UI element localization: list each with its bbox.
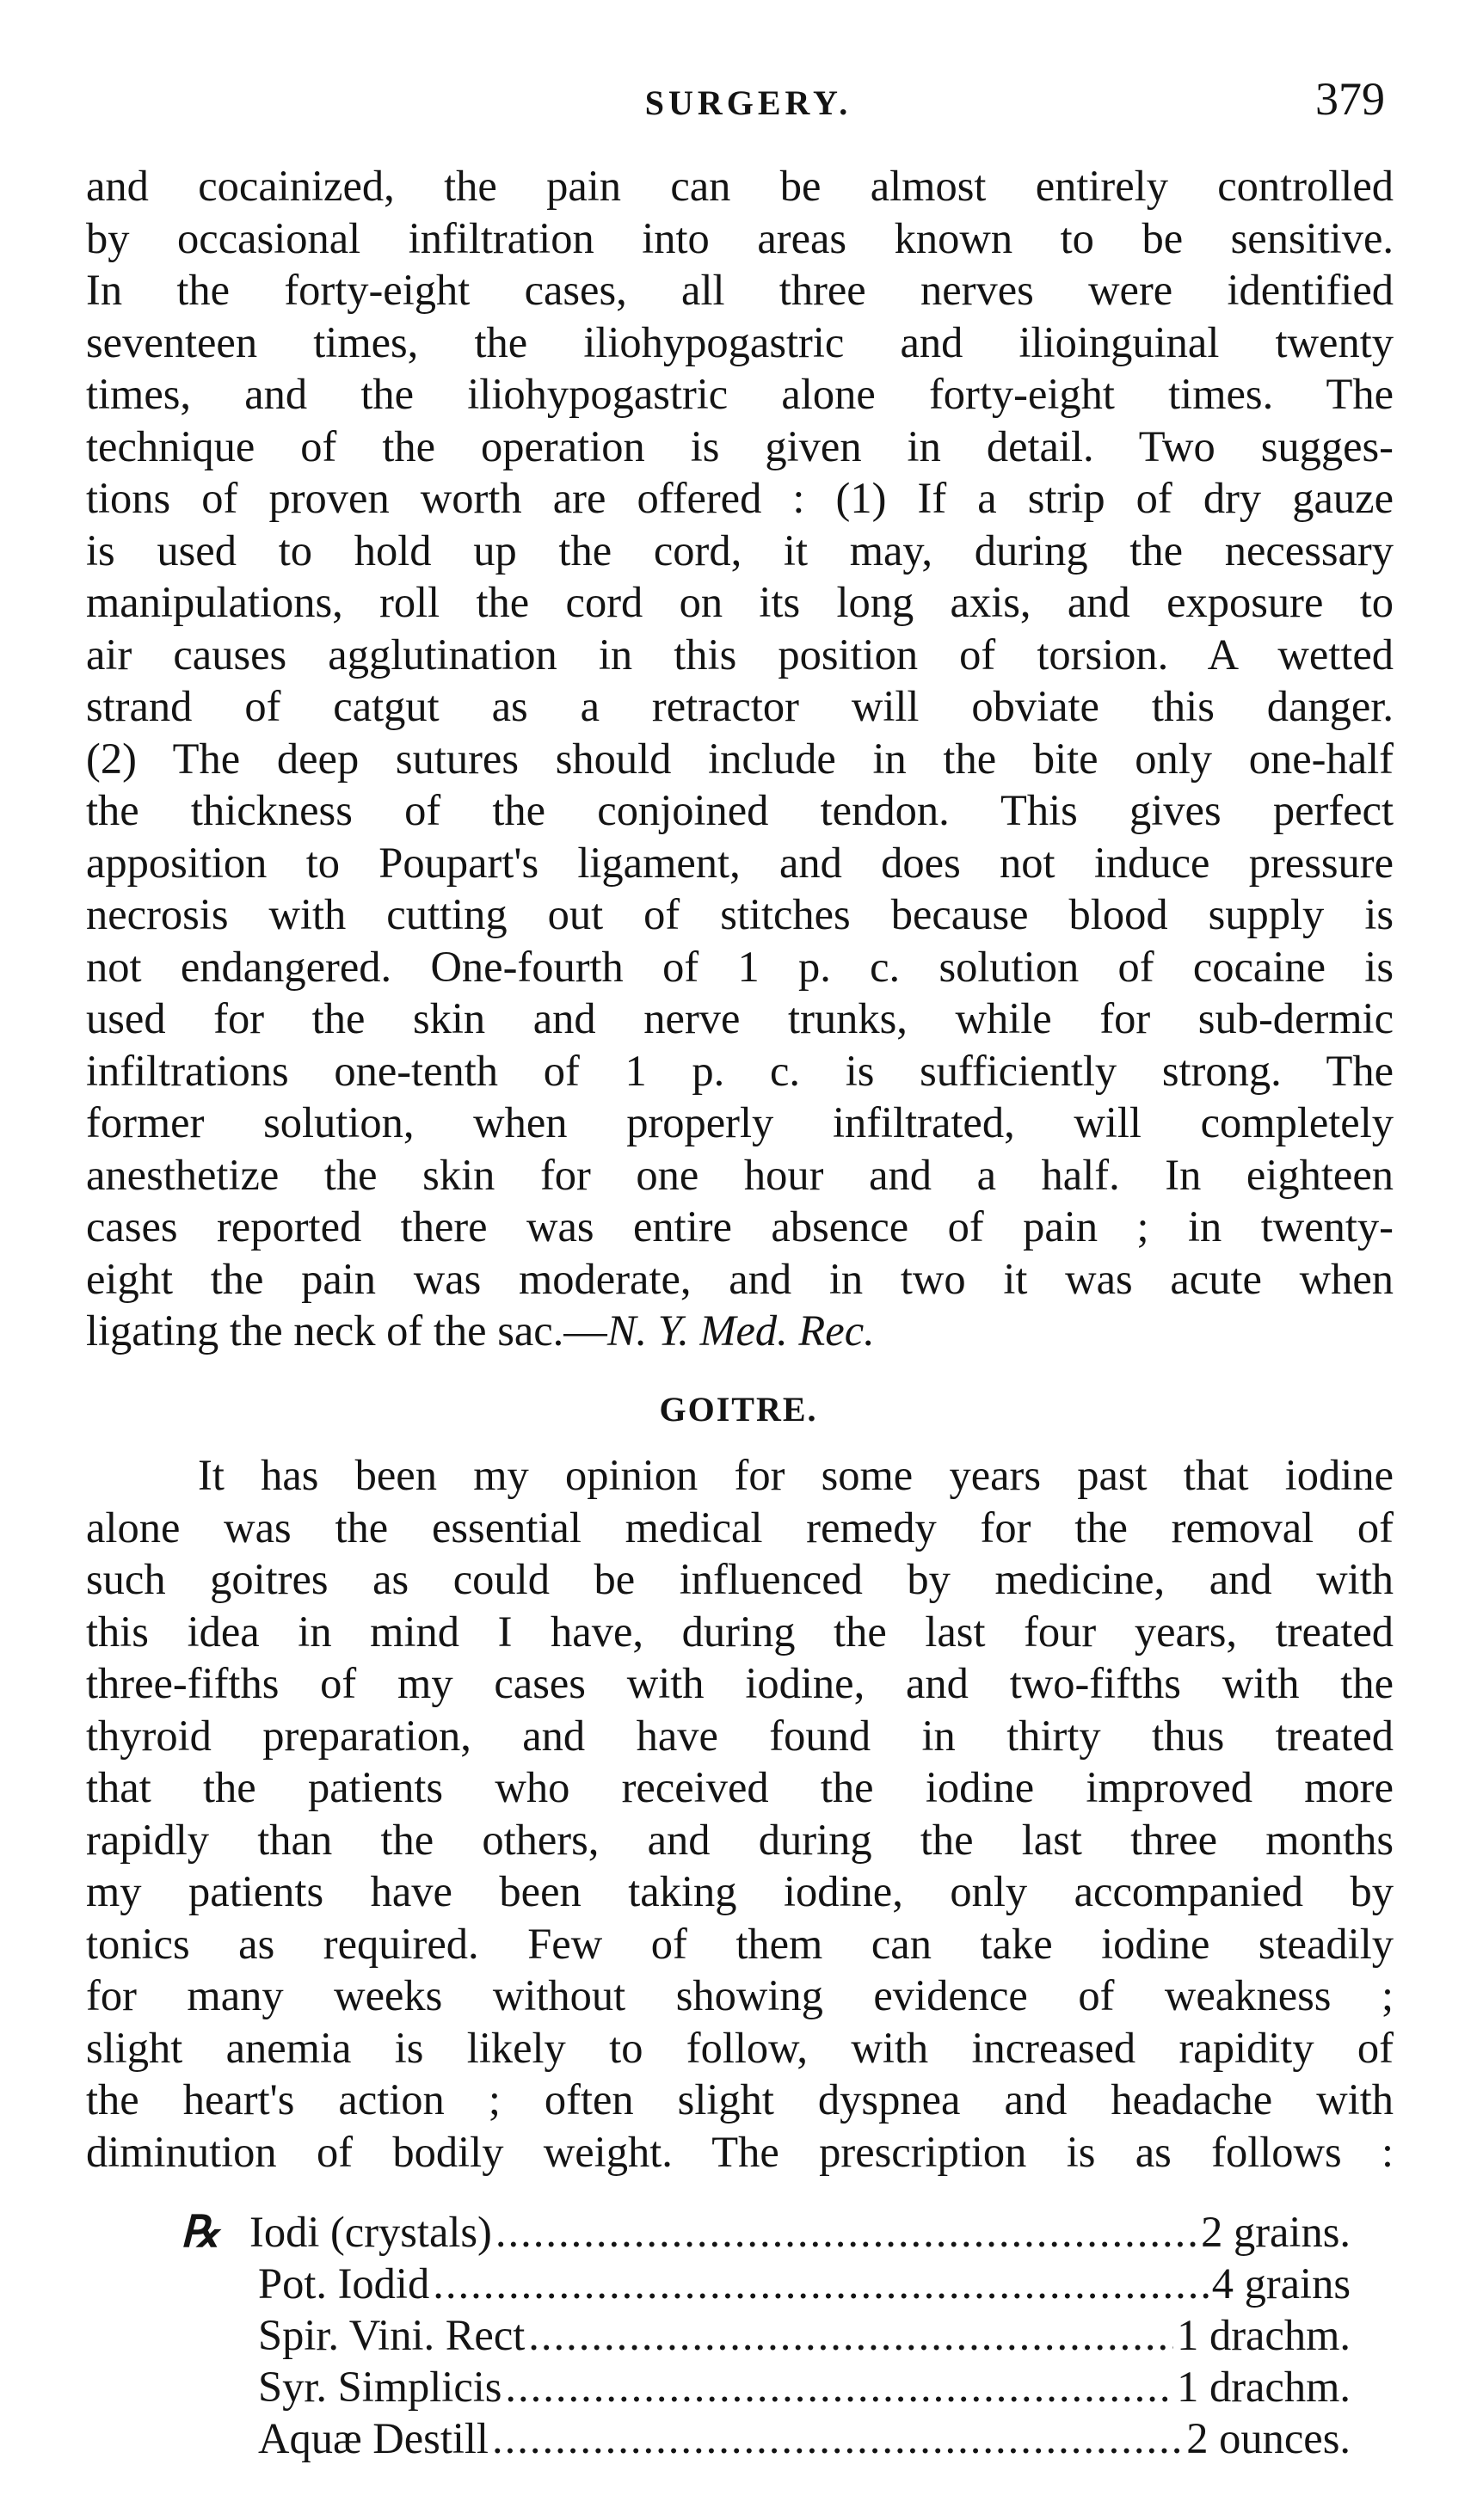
dot-leader [492, 2412, 1183, 2464]
text-line: for many weeks without showing evidence of weakness ; [86, 1971, 1394, 2019]
prescription-item [181, 2258, 1351, 2309]
text-line: used for the skin and nerve trunks, while for sub-dermic [86, 994, 1394, 1042]
dot-leader [505, 2361, 1173, 2412]
text-line: former solution, when properly infiltrated, will completely [86, 1098, 1394, 1146]
text-line-last [86, 1305, 1394, 1357]
text-line: the heart's action ; often slight dyspnea and headache with [86, 2075, 1394, 2124]
text-line: cases reported there was entire absence of pain ; in twenty- [86, 1202, 1394, 1251]
ingredient-name: Aquæ Destill [258, 2414, 489, 2462]
paragraph-goitre [86, 1449, 1394, 2178]
text-line: tions of proven worth are offered : (1) If a strip of dry gauze [86, 474, 1394, 522]
text-line: seventeen times, the iliohypogastric and ilioinguinal twenty [86, 317, 1394, 366]
paragraph-continuation [86, 160, 1394, 1357]
text-line: It has been my opinion for some years past that iodine [198, 1451, 1394, 1499]
text-line: necrosis with cutting out of stitches because blood supply is [86, 890, 1394, 938]
text-line: this idea in mind I have, during the last four years, treated [86, 1607, 1394, 1656]
text-line: by occasional infiltration into areas known to be sensitive. [86, 213, 1394, 262]
dot-leader [528, 2309, 1173, 2361]
text-line: manipulations, roll the cord on its long axis, and exposure to [86, 578, 1394, 626]
text-line: slight anemia is likely to follow, with increased rapidity of [86, 2023, 1394, 2072]
ingredient-name: Spir. Vini. Rect [258, 2311, 526, 2359]
prescription [181, 2206, 1351, 2464]
text-line: such goitres as could be influenced by medicine, and with [86, 1555, 1394, 1603]
text-line: (2) The deep sutures should include in the bite only one-half [86, 734, 1394, 783]
text-line: the thickness of the conjoined tendon. This gives perfect [86, 786, 1394, 834]
recipe-symbol: ℞ [181, 2208, 220, 2256]
dot-leader [433, 2258, 1208, 2309]
text-line: tonics as required. Few of them can take iodine steadily [86, 1919, 1394, 1968]
running-head [86, 67, 1411, 127]
text-line: infiltrations one-tenth of 1 p. c. is sufficiently strong. The [86, 1046, 1394, 1095]
ingredient-name: Syr. Simplicis [258, 2363, 502, 2411]
text-line: apposition to Poupart's ligament, and does not induce pressure [86, 838, 1394, 887]
text-line: technique of the operation is given in detail. Two sugges- [86, 421, 1394, 470]
text-line: three-fifths of my cases with iodine, and two-fifths with the [86, 1659, 1394, 1707]
citation: N. Y. Med. Rec. [606, 1306, 875, 1355]
ingredient-quantity: 2 ounces. [1186, 2414, 1351, 2462]
text-line: strand of catgut as a retractor will obviate this danger. [86, 682, 1394, 730]
dot-leader [495, 2206, 1197, 2258]
last-line-text: ligating the neck of the sac.— [86, 1306, 607, 1355]
text-line: not endangered. One-fourth of 1 p. c. solution of cocaine is [86, 942, 1394, 991]
page-number: 379 [1315, 73, 1385, 125]
text-line: thyroid preparation, and have found in thirty thus treated [86, 1711, 1394, 1760]
ingredient-quantity: 4 grains [1211, 2259, 1351, 2308]
ingredient-quantity: 1 drachm. [1177, 2311, 1351, 2359]
text-line: times, and the iliohypogastric alone forty-eight times. The [86, 370, 1394, 418]
text-line: and cocainized, the pain can be almost entirely controlled [86, 162, 1394, 210]
ingredient-name: Pot. Iodid [258, 2259, 430, 2308]
text-line: rapidly than the others, and during the last three months [86, 1815, 1394, 1864]
text-line: In the forty-eight cases, all three nerves were identified [86, 266, 1394, 314]
ingredient-quantity: 2 grains. [1201, 2208, 1351, 2256]
text-line: air causes agglutination in this position of torsion. A wetted [86, 630, 1394, 679]
text-line: diminution of bodily weight. The prescription is as follows : [86, 2127, 1394, 2176]
text-line: my patients have been taking iodine, only accompanied by [86, 1867, 1394, 1915]
text-line: that the patients who received the iodine improved more [86, 1763, 1394, 1811]
prescription-item [181, 2206, 1351, 2258]
prescription-item [181, 2361, 1351, 2412]
ingredient-quantity: 1 drachm. [1177, 2363, 1351, 2411]
text-line: anesthetize the skin for one hour and a half. In eighteen [86, 1150, 1394, 1199]
text-line: eight the pain was moderate, and in two it was acute when [86, 1254, 1394, 1303]
text-line: is used to hold up the cord, it may, during the necessary [86, 526, 1394, 575]
ingredient-name: Iodi (crystals) [249, 2208, 492, 2256]
prescription-item [181, 2412, 1351, 2464]
running-title: SURGERY. [644, 83, 852, 122]
section-title: GOITRE. [659, 1390, 818, 1429]
text-line: alone was the essential medical remedy for the removal of [86, 1503, 1394, 1552]
prescription-item [181, 2309, 1351, 2361]
